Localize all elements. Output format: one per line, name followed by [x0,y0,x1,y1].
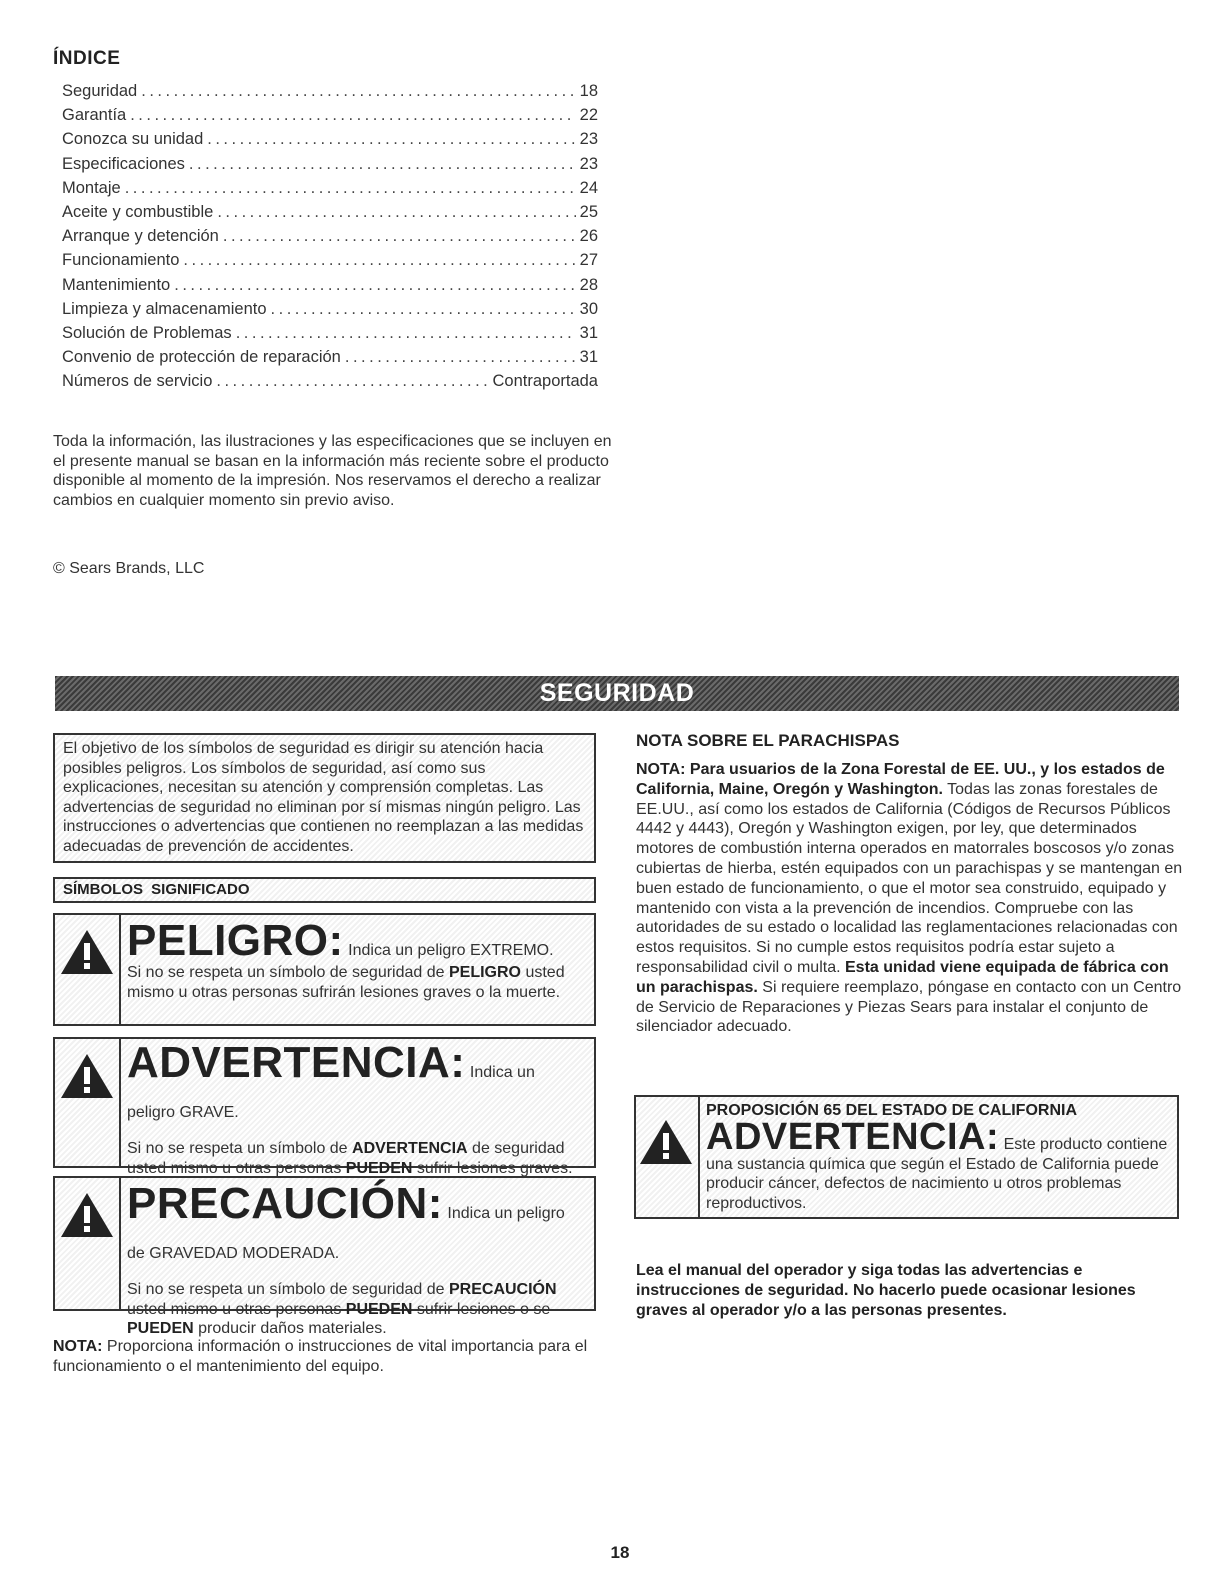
advertencia-content [127,1038,586,1178]
toc-item[interactable]: Montaje ..... 24 [62,179,598,203]
toc-list [62,82,598,396]
warning-triangle-icon [59,1190,115,1240]
advertencia-box [53,1037,596,1177]
advertencia-description: Si no se respeta un símbolo de ADVERTENCIA de seguridad usted mismo u otras personas PUEDEN sufrir lesiones graves. [127,1140,573,1177]
toc-item[interactable]: Mantenimiento ..... 28 [62,276,598,300]
toc-title: ÍNDICE [53,48,121,69]
advertencia-signal-word: ADVERTENCIA: [127,1038,466,1087]
toc-item[interactable]: Conozca su unidad ..... 23 [62,130,598,154]
toc-item[interactable]: Aceite y combustible ..... 25 [62,203,598,227]
prop65-text: Este producto contiene una sustancia química que según el Estado de California puede producir cáncer, defectos de nacimiento u otros problemas reproductivos. [706,1135,1168,1212]
symbols-header: SÍMBOLOS SIGNIFICADO [53,877,596,903]
peligro-content [127,916,586,1002]
spark-arrestor-title: NOTA SOBRE EL PARACHISPAS [636,731,900,750]
nota-paragraph [53,1337,613,1377]
icon-cell [636,1097,700,1217]
warning-triangle-icon [638,1117,694,1167]
page-number: 18 [610,1543,630,1562]
prop65-heading: PROPOSICIÓN 65 DEL ESTADO DE CALIFORNIA [706,1102,1078,1119]
icon-cell [55,915,121,1024]
spark-arrestor-text: NOTA: Para usuarios de la Zona Forestal de EE. UU., y los estados de California, Maine, Oregón y Washington. Todas las zonas forestales de EE.UU., así como los estados de California (Códigos de Recursos Públicos 4442 y 4443), Oregón y Washington exigen, por ley, que determinados motores de combustión interna operados en matorrales boscosos y/o zonas cubiertas de hierba, estén equipados con un parachispas y se mantengan en buen estado de funcionamiento, o que el motor sea construido, equipado y mantenido con vista a la prevención de incendios. Compruebe con las autoridades de su estado o localidad las reglamentaciones relacionadas con estos requisitos. Si no cumple estos requisitos podría estar sujeto a responsabilidad civil o multa. Esta unidad viene equipada de fábrica con un parachispas. Si requiere reemplazo, póngase en contacto con un Centro de Servicio de Reparaciones y Piezas Sears para instalar el conjunto de silenciador adecuado. [636,761,1183,1036]
toc-item[interactable]: Seguridad ..... 18 [62,82,598,106]
prop65-content [706,1101,1171,1213]
disclaimer-text: Toda la información, las ilustraciones y las especificaciones que se incluyen en el presente manual se basan en la información más reciente sobre el producto disponible al momento de la impresión. Nos reservamos el derecho a realizar cambios en cualquier momento sin previo aviso. [53,433,612,509]
toc-item[interactable]: Arranque y detención ..... 26 [62,227,598,251]
prop65-box [634,1095,1179,1219]
peligro-definition: Indica un peligro EXTREMO. [348,942,554,959]
peligro-signal-word: PELIGRO: [127,916,344,965]
read-manual-warning: Lea el manual del operador y siga todas las advertencias e instrucciones de seguridad. No hacerlo puede ocasionar lesiones graves al operador y/o a las personas presentes. [636,1262,1136,1319]
toc-item[interactable]: Convenio de protección de reparación ..... 31 [62,348,598,372]
peligro-description: Si no se respeta un símbolo de seguridad de PELIGRO usted mismo u otras personas sufrirán lesiones graves o la muerte. [127,964,565,1001]
warning-triangle-icon [59,1051,115,1101]
advertencia-definition: Indica un peligro GRAVE. [127,1064,535,1121]
precaucion-box [53,1176,596,1337]
icon-cell [55,1178,121,1309]
prop65-signal-word: ADVERTENCIA: [706,1115,1000,1158]
copyright: © Sears Brands, LLC [53,560,205,577]
peligro-box [53,913,596,1026]
nota-text: Proporciona información o instrucciones de vital importancia para el funcionamiento o el mantenimiento del equipo. [53,1338,588,1375]
toc-item[interactable]: Especificaciones ..... 23 [62,155,598,179]
warning-triangle-icon [59,927,115,977]
icon-cell [55,1039,121,1166]
precaucion-signal-word: PRECAUCIÓN: [127,1179,443,1228]
precaucion-content [127,1179,586,1339]
toc-item[interactable]: Funcionamiento ..... 27 [62,251,598,275]
nota-label: NOTA: [53,1338,103,1355]
toc-item[interactable]: Garantía ..... 22 [62,106,598,130]
toc-item[interactable]: Limpieza y almacenamiento ..... 30 [62,300,598,324]
banner-title: SEGURIDAD [539,679,695,707]
intro-box: El objetivo de los símbolos de seguridad es dirigir su atención hacia posibles peligros. Los símbolos de seguridad, así como sus explicaciones, necesitan su atención y comprensión completas. Las advertencias de seguridad no eliminan por sí mismas ningún peligro. Las instrucciones o advertencias que contienen no reemplazan a las medidas adecuadas de prevención de accidentes. [53,733,596,863]
toc-item[interactable]: Números de servicio ..... Contraportada [62,372,598,396]
section-banner [55,676,1179,711]
toc-item[interactable]: Solución de Problemas ..... 31 [62,324,598,348]
precaucion-description: Si no se respeta un símbolo de seguridad de PRECAUCIÓN usted mismo u otras personas PUEDEN sufrir lesiones o se PUEDEN producir daños materiales. [127,1281,557,1337]
precaucion-definition: Indica un peligro de GRAVEDAD MODERADA. [127,1205,565,1262]
